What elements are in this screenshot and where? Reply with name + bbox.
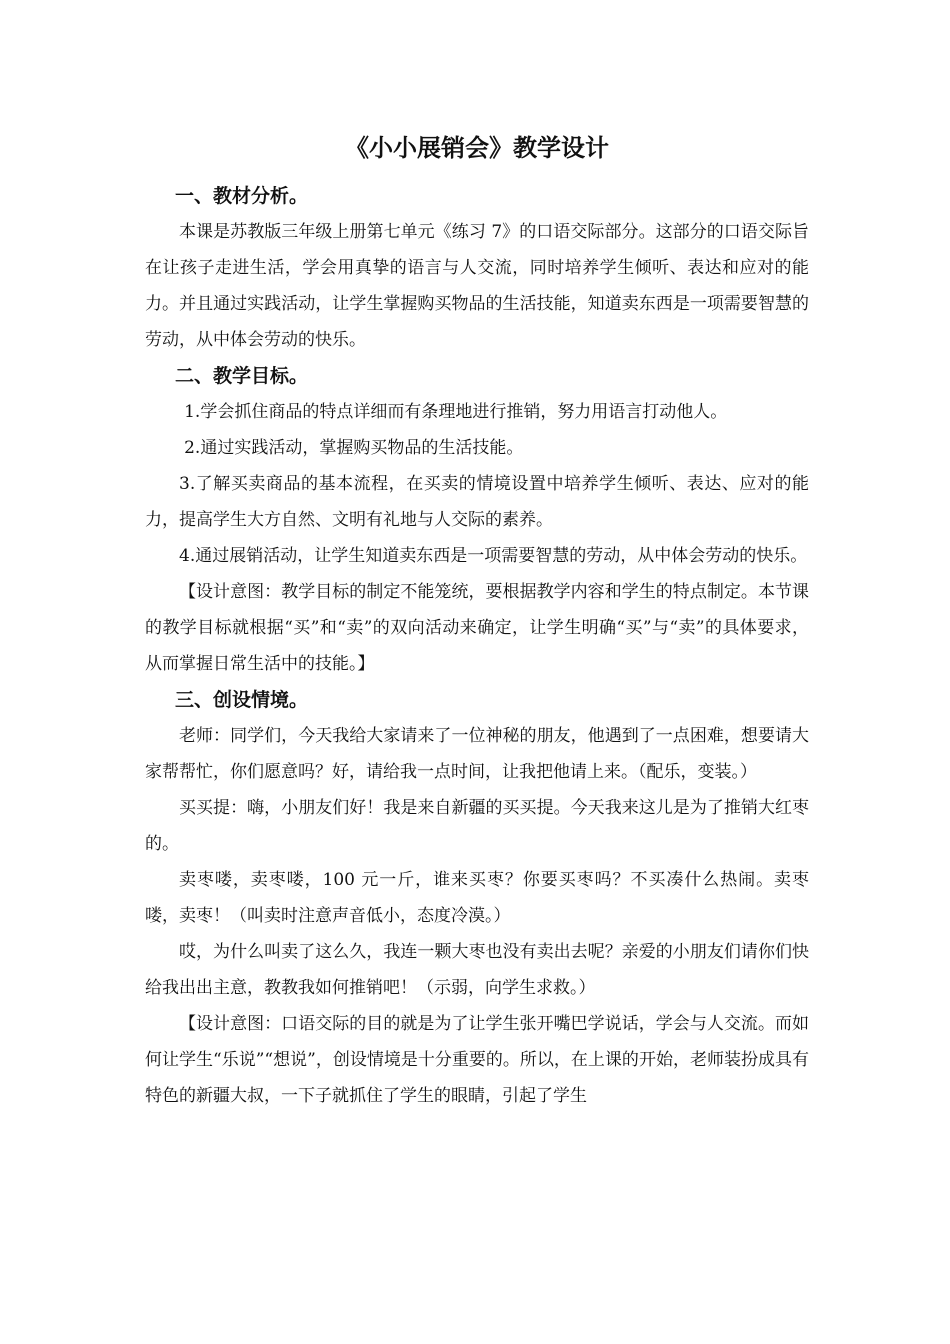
design-intent-note-scenario: 【设计意图：口语交际的目的就是为了让学生张开嘴巴学说话，学会与人交流。而如何让学生“乐说”“想说”，创设情境是十分重要的。所以，在上课的开始，老师装扮成具有特色的新疆大叔，一下子就抓住了学生的眼睛，引起了学生	[145, 1014, 809, 1106]
goal-item-3: 3.了解买卖商品的基本流程，在买卖的情境设置中培养学生倾听、表达、应对的能力，提高学生大方自然、文明有礼地与人交际的素养。	[145, 474, 809, 530]
document-page	[145, 128, 809, 1114]
goal-item-1: 1.学会抓住商品的特点详细而有条理地进行推销，努力用语言打动他人。	[184, 402, 728, 422]
paragraph-ask-for-help: 哎，为什么叫卖了这么久，我连一颗大枣也没有卖出去呢？亲爱的小朋友们请你们快给我出出主意，教教我如何推销吧！（示弱，向学生求救。）	[145, 942, 809, 998]
section-heading-textbook-analysis: 一、教材分析。	[175, 185, 309, 207]
goal-item-2: 2.通过实践活动，掌握购买物品的生活技能。	[184, 438, 524, 458]
design-intent-note-goals: 【设计意图：教学目标的制定不能笼统，要根据教学内容和学生的特点制定。本节课的教学目标就根据“买”和“卖”的双向活动来确定，让学生明确“买”与“卖”的具体要求，从而掌握日常生活中的技能。】	[145, 582, 809, 674]
paragraph-maimaiti-greeting: 买买提：嗨，小朋友们好！我是来自新疆的买买提。今天我来这儿是为了推销大红枣的。	[145, 798, 809, 854]
section-heading-teaching-goals: 二、教学目标。	[175, 365, 309, 387]
section-heading-create-scenario: 三、创设情境。	[175, 689, 309, 711]
paragraph-teacher-intro: 老师：同学们，今天我给大家请来了一位神秘的朋友，他遇到了一点困难，想要请大家帮帮忙，你们愿意吗？好，请给我一点时间，让我把他请上来。（配乐，变装。）	[145, 726, 809, 782]
document-title: 《小小展销会》教学设计	[345, 133, 609, 162]
paragraph-textbook-analysis: 本课是苏教版三年级上册第七单元《练习 7》的口语交际部分。这部分的口语交际旨在让孩子走进生活，学会用真挚的语言与人交流，同时培养学生倾听、表达和应对的能力。并且通过实践活动，让学生掌握购买物品的生活技能，知道卖东西是一项需要智慧的劳动，从中体会劳动的快乐。	[145, 222, 809, 350]
paragraph-selling-dates: 卖枣喽，卖枣喽，100 元一斤，谁来买枣？你要买枣吗？不买凑什么热闹。卖枣喽，卖枣！（叫卖时注意声音低小，态度冷漠。）	[145, 870, 809, 926]
goal-item-4: 4.通过展销活动，让学生知道卖东西是一项需要智慧的劳动，从中体会劳动的快乐。	[179, 546, 808, 566]
